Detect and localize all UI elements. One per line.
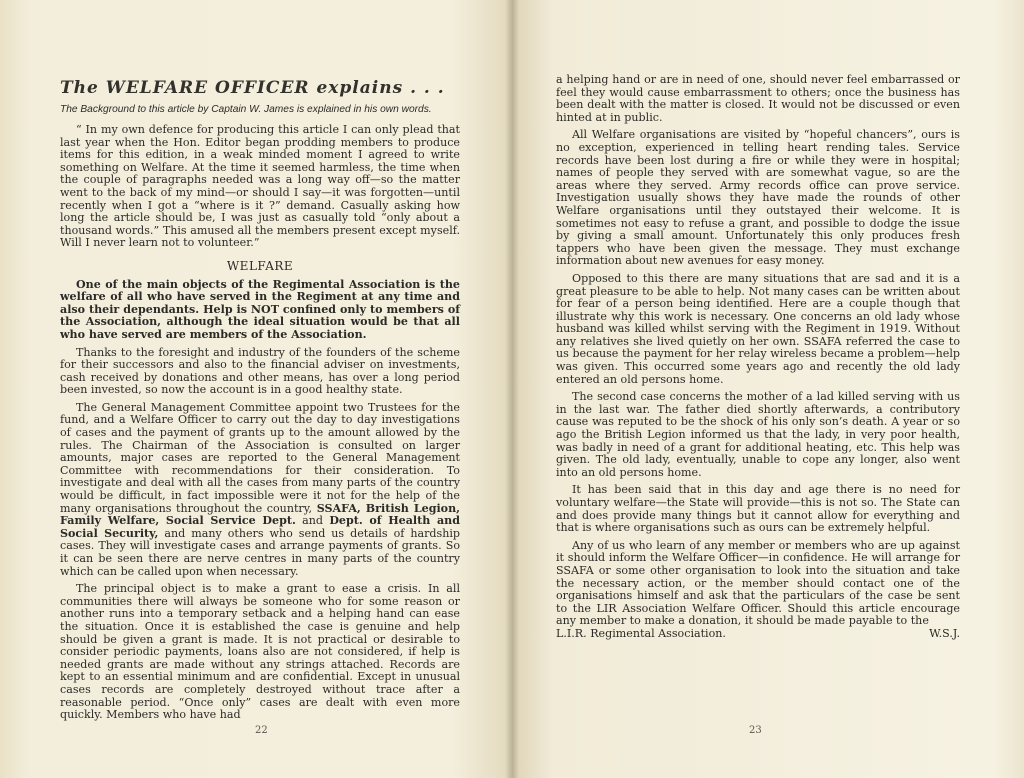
book-gutter <box>505 0 519 778</box>
intro-paragraph: “ In my own defence for producing this article I can only plead that last year when the Hon. Editor began prodding members to produce items for this edition, in a weak minded moment I agreed to write something on Welfare. At the time it seemed harmless, the time when the couple of paragraphs needed was a long way off—so the matter went to the back of my mind—or should I say—it was forgotten—until recently when I got a “where is it ?” demand. Casually asking how long the article should be, I was just as casually told “only about a thousand words.” This amused all the members present except myself. Will I never learn not to volunteer.” <box>60 123 460 250</box>
paragraph-1: Thanks to the foresight and industry of the founders of the scheme for their successors and also to the financial adviser on investments, cash received by donations and other means, has over a long period been invested, so now the account is in a good healthy state. <box>60 345 460 397</box>
paragraph-3: The principal object is to make a grant to ease a crisis. In all communities there will always be someone who for some reason or another runs into a temporary setback and a helping hand can ease the situation. Once it is established the case is genuine and help should be given a grant is made. It is not practical or desirable to consider periodic payments, loans also are not considered, if help is needed grants are made without any strings attached. Records are kept to an essential minimum and are confidential. Except in unusual cases records are completely destroyed without trace after a reasonable period. “Once only” cases are dealt with even more quickly. Members who have had <box>60 582 460 722</box>
paragraph-2-bold-2: Dept. of Health and Social Security, <box>60 514 460 540</box>
signature-line <box>556 628 960 641</box>
association-name: L.I.R. Regimental Association. <box>556 626 726 640</box>
section-heading: WELFARE <box>226 258 294 273</box>
paragraph-state: It has been said that in this day and age there is no need for voluntary welfare—the State will provide—this is not so. The State can and does provide many things but it cannot allow for everything and that is where organisations such as ours can be extremely helpful. <box>556 483 960 535</box>
paragraph-2-mid: and <box>295 514 330 528</box>
bold-paragraph: One of the main objects of the Regimental Association is the welfare of all who have served in the Regiment at any time and also their dependants. Help is NOT confined only to members of the Association, although the ideal situation would be that all who have served are members of the Association. <box>60 277 460 341</box>
paragraph-2-end: and many others who send us details of hardship cases. They will investigate cases and arrange payments of grants. So it can be seen there are nerve centres in many parts of the country which can be called upon when necessary. <box>60 526 460 578</box>
article-subtitle: The Background to this article by Captain W. James is explained in his own words. <box>60 104 432 115</box>
page-number-left: 22 <box>255 725 268 736</box>
paragraph-cases: Opposed to this there are many situations that are sad and it is a great pleasure to be able to help. Not many cases can be written about for fear of a person being identified. Here are a couple though that illustrate why this work is necessary. One concerns an old lady whose husband was killed whilst serving with the Regiment in 1919. Without any relatives she lived quietly on her own. SSAFA referred the case to us because the payment for her relay wireless became a problem—help was given. This occurred some years ago and recently the old lady entered an old persons home. <box>556 271 960 386</box>
left-column <box>60 78 460 727</box>
right-column <box>556 74 960 646</box>
paragraph-2-bold-1: SSAFA, British Legion, Family Welfare, Social Service Dept. <box>60 501 460 528</box>
paragraph-2-start: The General Management Committee appoint two Trustees for the fund, and a Welfare Officer to carry out the day to day investigations of cases and the payment of grants up to the amount allowed by the rules. The Chairman of the Association is consulted on larger amounts, major cases are reported to the General Management Committee with recommendations for their consideration. To investigate and deal with all the cases from many parts of the country would be difficult, in fact impossible were it not for the help of the many organisations throughout the country, <box>60 400 460 515</box>
page-number-right: 23 <box>749 725 762 736</box>
continued-paragraph: a helping hand or are in need of one, should never feel embarrassed or feel they would cause embarrassment to others; once the business has been dealt with the matter is closed. It would not be discussed or even hinted at in public. <box>556 73 960 124</box>
signature: W.S.J. <box>929 626 960 640</box>
paragraph-chancers: All Welfare organisations are visited by “hopeful chancers”, ours is no exception, experienced in telling heart rending tales. Service records have been lost during a fire or while they were in hospital; names of people they served with are somewhat vague, so are the areas where they served. Army records office can prove service. Investigation usually shows they have made the rounds of other Welfare organisations until they outstayed their welcome. It is sometimes not easy to refuse a grant, and possible to dodge the issue by giving a small amount. Unfortunately this only produces fresh tappers who have been given the message. They must exchange information about new avenues for easy money. <box>556 128 960 268</box>
paragraph-second-case: The second case concerns the mother of a lad killed serving with us in the last war. The father died shortly afterwards, a contributory cause was reputed to be the shock of his only son’s death. A year or so ago the British Legion informed us that the lady, in very poor health, was badly in need of a grant for additional heating, etc. This help was given. The old lady, eventually, unable to cope any longer, also went into an old persons home. <box>556 390 960 479</box>
paragraph-closing: Any of us who learn of any member or members who are up against it should inform the Welfare Officer—in confidence. He will arrange for SSAFA or some other organisation to look into the situation and take the necessary action, or the member should contact one of the organisations himself and ask that the particulars of the case be sent to the LIR Association Welfare Officer. Should this article encourage any member to make a donation, it should be made payable to the <box>556 538 960 628</box>
paragraph-2 <box>60 402 460 578</box>
article-title: The WELFARE OFFICER explains . . . <box>60 78 445 98</box>
right-page <box>512 0 1024 778</box>
